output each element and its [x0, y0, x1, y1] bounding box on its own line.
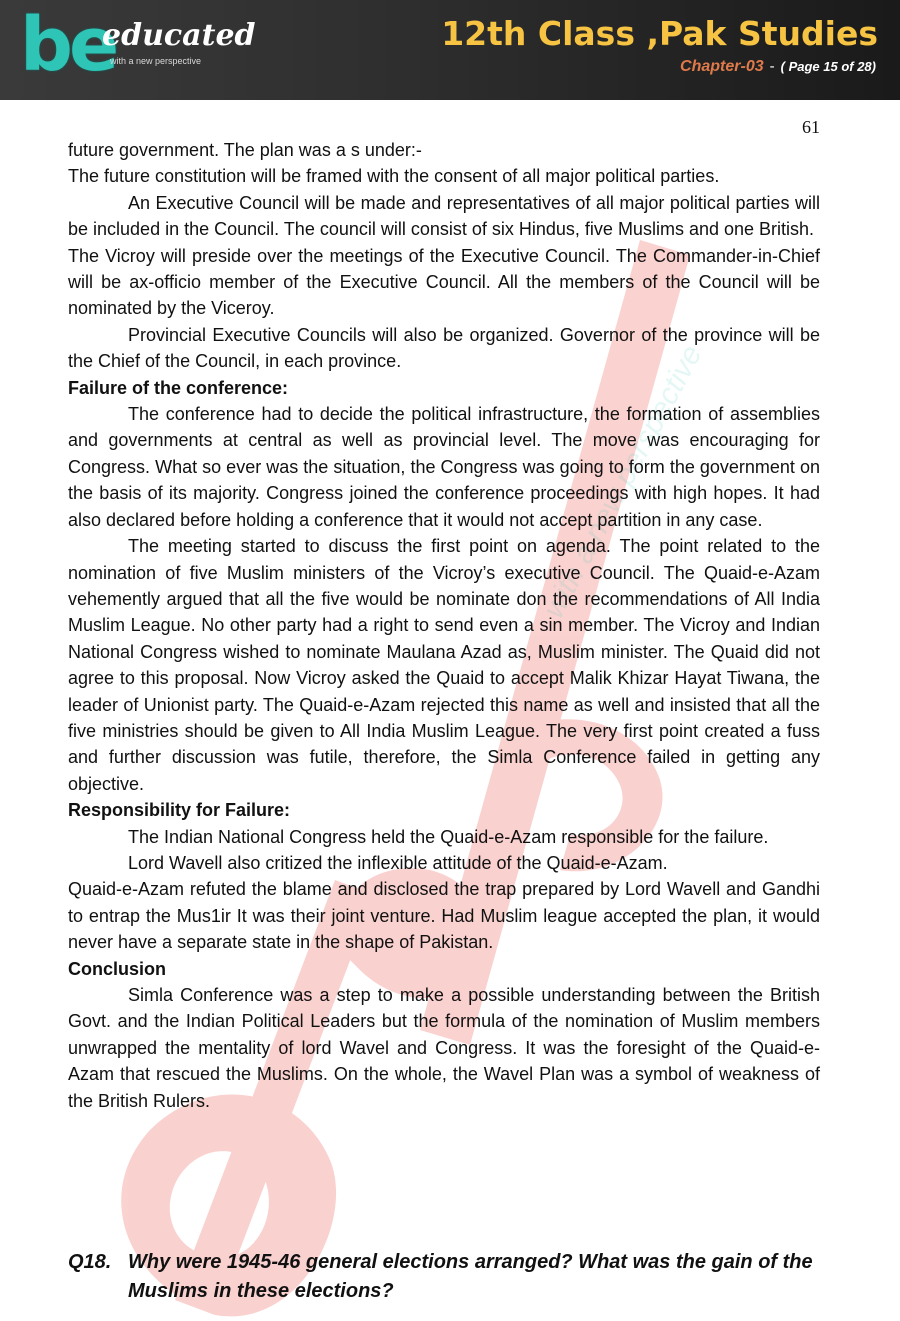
- paragraph: An Executive Council will be made and representatives of all major political parties will be included in the Council. The council will consist of six Hindus, five Muslims and one British.: [68, 192, 820, 240]
- section-heading: Failure of the conference:: [68, 377, 289, 398]
- logo-be: be: [20, 2, 116, 88]
- paragraph: The future constitution will be framed with the consent of all major political parties.: [68, 166, 720, 187]
- header-subtitle: [680, 58, 876, 76]
- question-text: Why were 1945-46 general elections arranged? What was the gain of the Muslims in these elections?: [128, 1251, 813, 1302]
- be-educated-logo: [12, 2, 256, 94]
- logo-tagline: with a new perspective: [110, 56, 202, 66]
- header-title: 12th Class ,Pak Studies: [441, 14, 878, 53]
- paragraph: Provincial Executive Councils will also be organized. Governor of the province will be the Chief of the Council, in each province.: [68, 324, 820, 372]
- paragraph: The conference had to decide the political infrastructure, the formation of assemblies and governments at central as well as provincial level. The move was encouraging for Congress. What so ever was the situation, the Congress was going to form the government on the basis of its majority. Congress joined the conference proceedings with high hopes. It had also declared before holding a conference that it would not accept partition in any case.: [68, 404, 820, 530]
- chapter-label: Chapter-03: [680, 58, 764, 75]
- page-number: 61: [802, 117, 820, 137]
- section-heading: Conclusion: [68, 958, 166, 979]
- question-label: Q18.: [68, 1251, 112, 1273]
- paragraph: Quaid-e-Azam refuted the blame and disclosed the trap prepared by Lord Wavell and Gandhi to entrap the Mus1ir It was their joint venture. Had Muslim league accepted the plan, it would never have a separate state in the shape of Pakistan.: [68, 879, 820, 953]
- paragraph: The meeting started to discuss the first point on agenda. The point related to the nomination of five Muslim ministers of the Vicroy’s executive Council. The Quaid-e-Azam vehemently argued that all the five would be nominate don the recommendations of All India Muslim League. No other party had a right to send even a sin member. The Vicroy and Indian National Congress wished to nominate Maulana Azad as, Muslim minister. The Quaid did not agree to this proposal. Now Vicroy asked the Quaid to accept Malik Khizar Hayat Tiwana, the leader of Unionist party. The Quaid-e-Azam rejected this name as well and insisted that all the five ministries should be given to All India Muslim League. The very first point created a fuss and further discussion was futile, therefore, the Simla Conference failed in getting any objective.: [68, 536, 820, 794]
- header-dash: -: [769, 58, 775, 75]
- section-heading: Responsibility for Failure:: [68, 800, 291, 821]
- logo-word: educated: [102, 18, 256, 53]
- paragraph: future government. The plan was a s under:-: [68, 140, 422, 160]
- paragraph: The Vicroy will preside over the meetings of the Executive Council. The Commander-in-Chief will be ax-officio member of the Executive Council. All the members of the Council will be nominated by the Viceroy.: [68, 245, 820, 319]
- paragraph: Lord Wavell also critized the inflexible attitude of the Quaid-e-Azam.: [128, 852, 668, 873]
- question-q18: [68, 1248, 820, 1306]
- document-body: [68, 137, 820, 1114]
- page-header: [0, 0, 900, 100]
- paragraph: The Indian National Congress held the Quaid-e-Azam responsible for the failure.: [128, 826, 769, 847]
- page-info: ( Page 15 of 28): [780, 59, 876, 74]
- paragraph: Simla Conference was a step to make a possible understanding between the British Govt. and the Indian Political Leaders but the formula of the nomination of Muslim members unwrapped the mentality of lord Wavel and Congress. It was the foresight of the Quaid-e-Azam that rescued the Muslims. On the whole, the Wavel Plan was a symbol of weakness of the British Rulers.: [68, 985, 820, 1111]
- svg-text:with a new perspective: with a new perspective: [537, 339, 709, 624]
